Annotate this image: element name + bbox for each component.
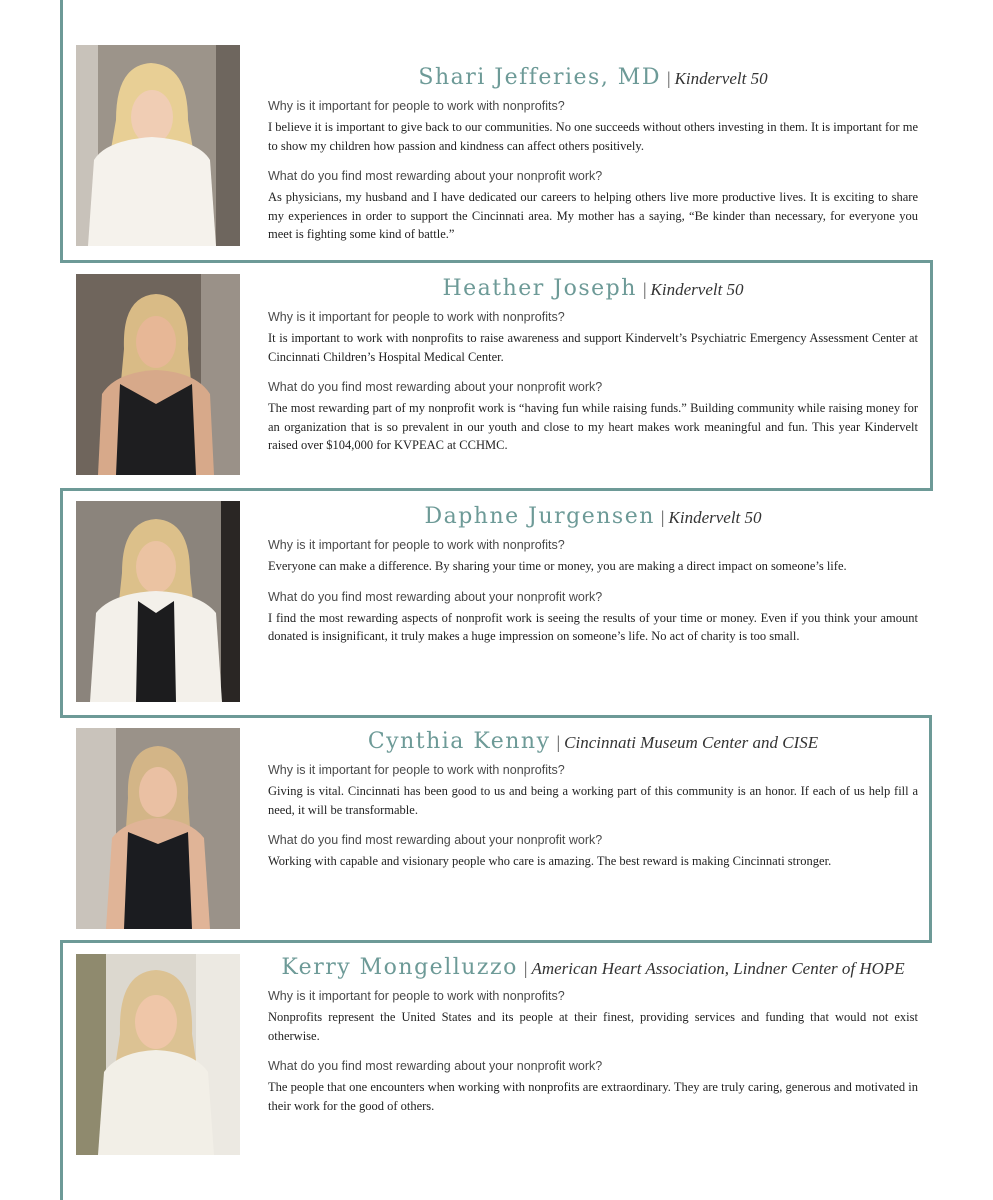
profile-org: Cincinnati Museum Center and CISE	[564, 733, 819, 752]
question-why: Why is it important for people to work with nonprofits?	[268, 538, 565, 552]
question-rewarding: What do you find most rewarding about your nonprofit work?	[268, 589, 603, 604]
frame-top-rule	[60, 260, 933, 263]
answer-rewarding: The people that one encounters when working with nonprofits are extraordinary. They are truly caring, generous and motivated in their work for the good of others.	[268, 1080, 918, 1113]
profile-heading	[268, 953, 918, 983]
answer-rewarding: Working with capable and visionary people who care is amazing. The best reward is making Cincinnati stronger.	[268, 854, 832, 868]
portrait-photo	[76, 501, 240, 702]
profile-text	[268, 502, 918, 658]
profile-heading	[268, 502, 918, 532]
frame-top-rule	[60, 940, 932, 943]
divider: |	[660, 507, 665, 527]
question-why: Why is it important for people to work with nonprofits?	[268, 989, 565, 1003]
answer-why: Giving is vital. Cincinnati has been good to us and being a working part of this community is an honor. If each of us help fill a need, it will be transformable.	[268, 784, 918, 817]
question-rewarding: What do you find most rewarding about your nonprofit work?	[268, 833, 603, 847]
answer-why: It is important to work with nonprofits to raise awareness and support Kindervelt’s Psychiatric Emergency Assessment Center at Cincinnati Children’s Hospital Medical Center.	[268, 331, 918, 364]
profile-name: Daphne Jurgensen	[424, 504, 655, 529]
profile-heading	[268, 274, 918, 304]
portrait-photo	[76, 45, 240, 246]
answer-why: I believe it is important to give back to our communities. No one succeeds without others investing in them. It is important for me to show my children how passion and kindness can affect others positively.	[268, 120, 918, 153]
profile-text	[268, 953, 918, 1127]
profile-name: Cynthia Kenny	[367, 729, 551, 754]
question-why: Why is it important for people to work with nonprofits?	[268, 310, 565, 324]
answer-why: Everyone can make a difference. By sharing your time or money, you are making a direct impact on someone’s life.	[268, 559, 847, 573]
profile-text	[268, 727, 918, 883]
answer-rewarding: The most rewarding part of my nonprofit work is “having fun while raising funds.” Building community while raising money for an organization that is so prevalent in our youth and close to my heart makes work meaningful and fun. This year Kindervelt raised over $104,000 for KVPEAC at CCHMC.	[268, 401, 918, 452]
answer-why: Nonprofits represent the United States and its people at their finest, providing services and funding that would not exist otherwise.	[268, 1010, 918, 1043]
profile-heading	[268, 727, 918, 757]
divider: |	[523, 958, 528, 978]
profile-name: Heather Joseph	[442, 276, 637, 301]
profile-name: Shari Jefferies, MD	[418, 65, 661, 90]
question-rewarding: What do you find most rewarding about your nonprofit work?	[268, 380, 603, 394]
profile-text	[268, 274, 918, 467]
question-why: Why is it important for people to work with nonprofits?	[268, 763, 565, 777]
profile-org: Kindervelt 50	[674, 69, 768, 88]
question-rewarding: What do you find most rewarding about your nonprofit work?	[268, 169, 603, 183]
profile-name: Kerry Mongelluzzo	[281, 955, 518, 980]
divider: |	[556, 732, 561, 752]
portrait-photo	[76, 954, 240, 1155]
answer-rewarding: I find the most rewarding aspects of nonprofit work is seeing the results of your time or money. Even if you think your amount donated is insignificant, it truly makes a huge impression on someone’s life. No act of charity is too small.	[268, 610, 918, 643]
divider: |	[642, 279, 647, 299]
portrait-photo	[76, 728, 240, 929]
frame-left-line	[60, 940, 63, 1200]
profile-org: Kindervelt 50	[650, 280, 744, 299]
divider: |	[666, 68, 671, 88]
profile-heading	[268, 63, 918, 93]
profile-org: American Heart Association, Lindner Center of HOPE	[531, 959, 905, 978]
frame-left-line	[60, 488, 63, 718]
answer-rewarding: As physicians, my husband and I have dedicated our careers to helping others live more productive lives. It is exciting to share my experiences in order to support the Cincinnati area. My mother has a saying, “Be kinder than necessary, for everyone you meet is fighting some kind of battle.”	[268, 190, 918, 241]
frame-left-line	[60, 0, 63, 262]
profile-org: Kindervelt 50	[668, 508, 762, 527]
frame-top-rule	[60, 488, 933, 491]
question-rewarding: What do you find most rewarding about your nonprofit work?	[268, 1059, 603, 1073]
profile-text	[268, 63, 918, 256]
portrait-photo	[76, 274, 240, 475]
question-why: Why is it important for people to work with nonprofits?	[268, 99, 565, 113]
